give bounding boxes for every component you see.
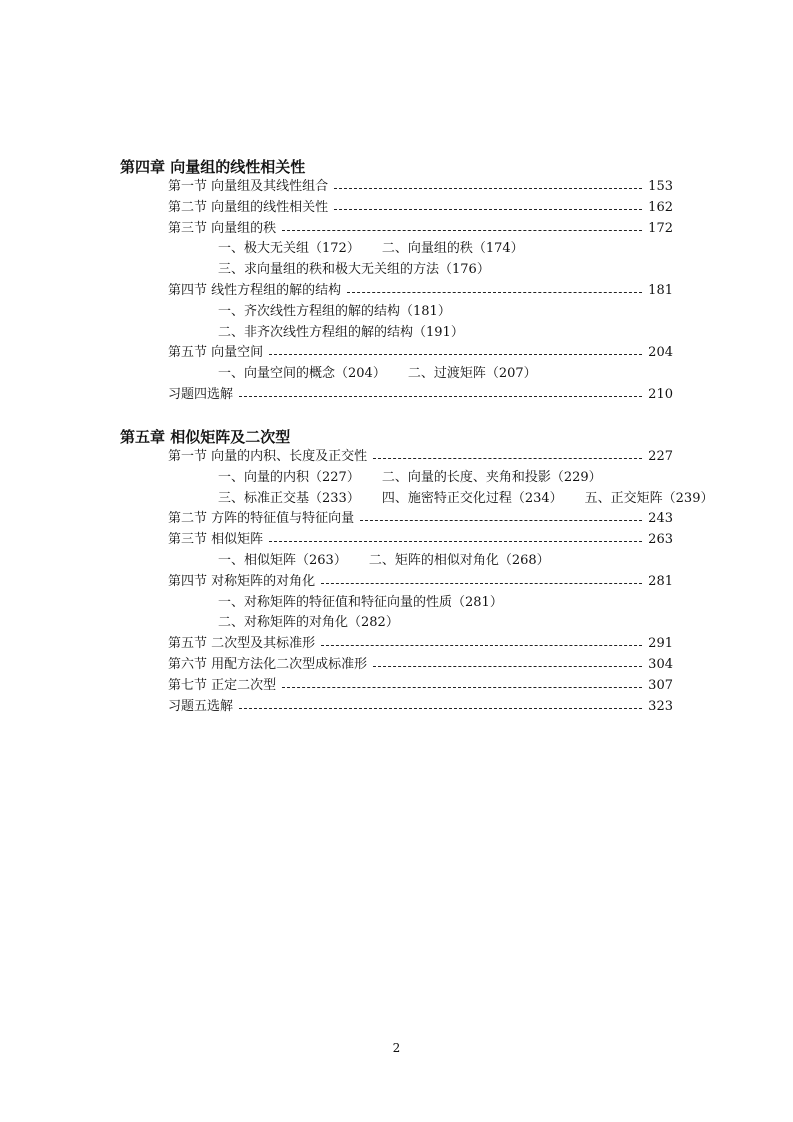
subsection-entry[interactable]: 一、向量的内积（227）: [218, 469, 360, 485]
dot-leader: [282, 230, 642, 231]
toc-subsection-line: [218, 552, 550, 570]
dot-leader: [269, 354, 642, 355]
subsection-entry[interactable]: 三、标准正交基（233）: [218, 490, 360, 506]
dot-leader: [269, 541, 642, 542]
dot-leader: [239, 708, 642, 709]
section-title: 第四节 线性方程组的解的结构: [168, 283, 342, 298]
dot-leader: [282, 687, 642, 688]
section-title: 第二节 方阵的特征值与特征向量: [168, 511, 355, 527]
page-number: 2: [392, 1041, 401, 1055]
dot-leader: [360, 520, 642, 521]
toc-section-entry[interactable]: [168, 282, 673, 300]
toc-section-entry[interactable]: [168, 698, 673, 716]
dot-leader: [373, 666, 642, 667]
subsection-entry[interactable]: 二、非齐次线性方程组的解的结构（191）: [218, 324, 464, 340]
dot-leader: [334, 188, 642, 189]
section-page-number: 243: [648, 511, 673, 527]
toc-subsection-line: [218, 365, 537, 383]
dot-leader: [347, 292, 642, 293]
dot-leader: [373, 458, 642, 459]
dot-leader: [321, 645, 642, 646]
toc-subsection-line: [218, 303, 451, 321]
section-title: 第二节 向量组的线性相关性: [168, 199, 329, 215]
section-title: 第五节 二次型及其标准形: [168, 636, 316, 652]
section-title: 第一节 向量组及其线性组合: [168, 179, 329, 194]
toc-section-entry[interactable]: [168, 199, 673, 217]
section-title: 第七节 正定二次型: [168, 677, 277, 693]
toc-subsection-line: [218, 469, 602, 487]
section-page-number: 307: [648, 677, 673, 693]
subsection-entry[interactable]: 一、相似矩阵（263）: [218, 553, 347, 568]
toc-subsection-line: [218, 614, 399, 632]
toc-section-entry[interactable]: [168, 656, 673, 674]
toc-section-entry[interactable]: [168, 220, 673, 238]
toc-section-entry[interactable]: [168, 510, 673, 528]
section-title: 习题四选解: [168, 387, 234, 402]
subsection-entry[interactable]: 二、矩阵的相似对角化（268）: [368, 553, 550, 568]
chapter-title: 第四章 向量组的线性相关性: [120, 158, 306, 176]
section-title: 第五节 向量空间: [168, 345, 264, 361]
toc-section-entry[interactable]: [168, 531, 673, 549]
section-title: 第四节 对称矩阵的对角化: [168, 573, 316, 589]
subsection-entry[interactable]: 二、向量组的秩（174）: [381, 241, 524, 257]
section-page-number: 204: [648, 345, 673, 361]
toc-subsection-line: [218, 594, 503, 612]
section-page-number: 181: [648, 283, 673, 298]
section-page-number: 153: [648, 179, 673, 194]
section-page-number: 227: [648, 449, 673, 464]
subsection-entry[interactable]: 三、求向量组的秩和极大无关组的方法（176）: [218, 262, 490, 278]
toc-section-entry[interactable]: [168, 448, 673, 466]
section-title: 习题五选解: [168, 698, 234, 714]
section-page-number: 263: [648, 532, 673, 548]
subsection-entry[interactable]: 二、对称矩阵的对角化（282）: [218, 615, 399, 631]
section-title: 第一节 向量的内积、长度及正交性: [168, 449, 368, 464]
section-page-number: 281: [648, 573, 673, 589]
toc-section-entry[interactable]: [168, 573, 673, 591]
section-page-number: 291: [648, 636, 673, 652]
section-title: 第三节 向量组的秩: [168, 220, 277, 236]
subsection-entry[interactable]: 五、正交矩阵（239）: [584, 490, 714, 506]
toc-section-entry[interactable]: [168, 178, 673, 196]
subsection-entry[interactable]: 二、过渡矩阵（207）: [407, 366, 537, 382]
toc-section-entry[interactable]: [168, 635, 673, 653]
toc-subsection-line: [218, 261, 490, 279]
toc-subsection-line: [218, 324, 464, 342]
chapter-title: 第五章 相似矩阵及二次型: [120, 428, 291, 446]
section-page-number: 172: [648, 220, 673, 236]
toc-subsection-line: [218, 490, 713, 508]
subsection-entry[interactable]: 一、齐次线性方程组的解的结构（181）: [218, 303, 451, 319]
subsection-entry[interactable]: 二、向量的长度、夹角和投影（229）: [381, 469, 602, 485]
dot-leader: [239, 396, 642, 397]
toc-section-entry[interactable]: [168, 677, 673, 695]
section-page-number: 210: [648, 387, 673, 402]
toc-section-entry[interactable]: [168, 386, 673, 404]
section-title: 第六节 用配方法化二次型成标准形: [168, 657, 368, 672]
subsection-entry[interactable]: 一、极大无关组（172）: [218, 241, 360, 257]
dot-leader: [321, 583, 642, 584]
subsection-entry[interactable]: 四、施密特正交化过程（234）: [381, 490, 563, 506]
section-page-number: 162: [648, 199, 673, 215]
toc-section-entry[interactable]: [168, 344, 673, 362]
toc-subsection-line: [218, 240, 524, 258]
subsection-entry[interactable]: 一、向量空间的概念（204）: [218, 366, 386, 382]
subsection-entry[interactable]: 一、对称矩阵的特征值和特征向量的性质（281）: [218, 594, 503, 610]
section-page-number: 323: [648, 698, 673, 714]
dot-leader: [334, 209, 642, 210]
section-page-number: 304: [648, 657, 673, 672]
section-title: 第三节 相似矩阵: [168, 532, 264, 548]
